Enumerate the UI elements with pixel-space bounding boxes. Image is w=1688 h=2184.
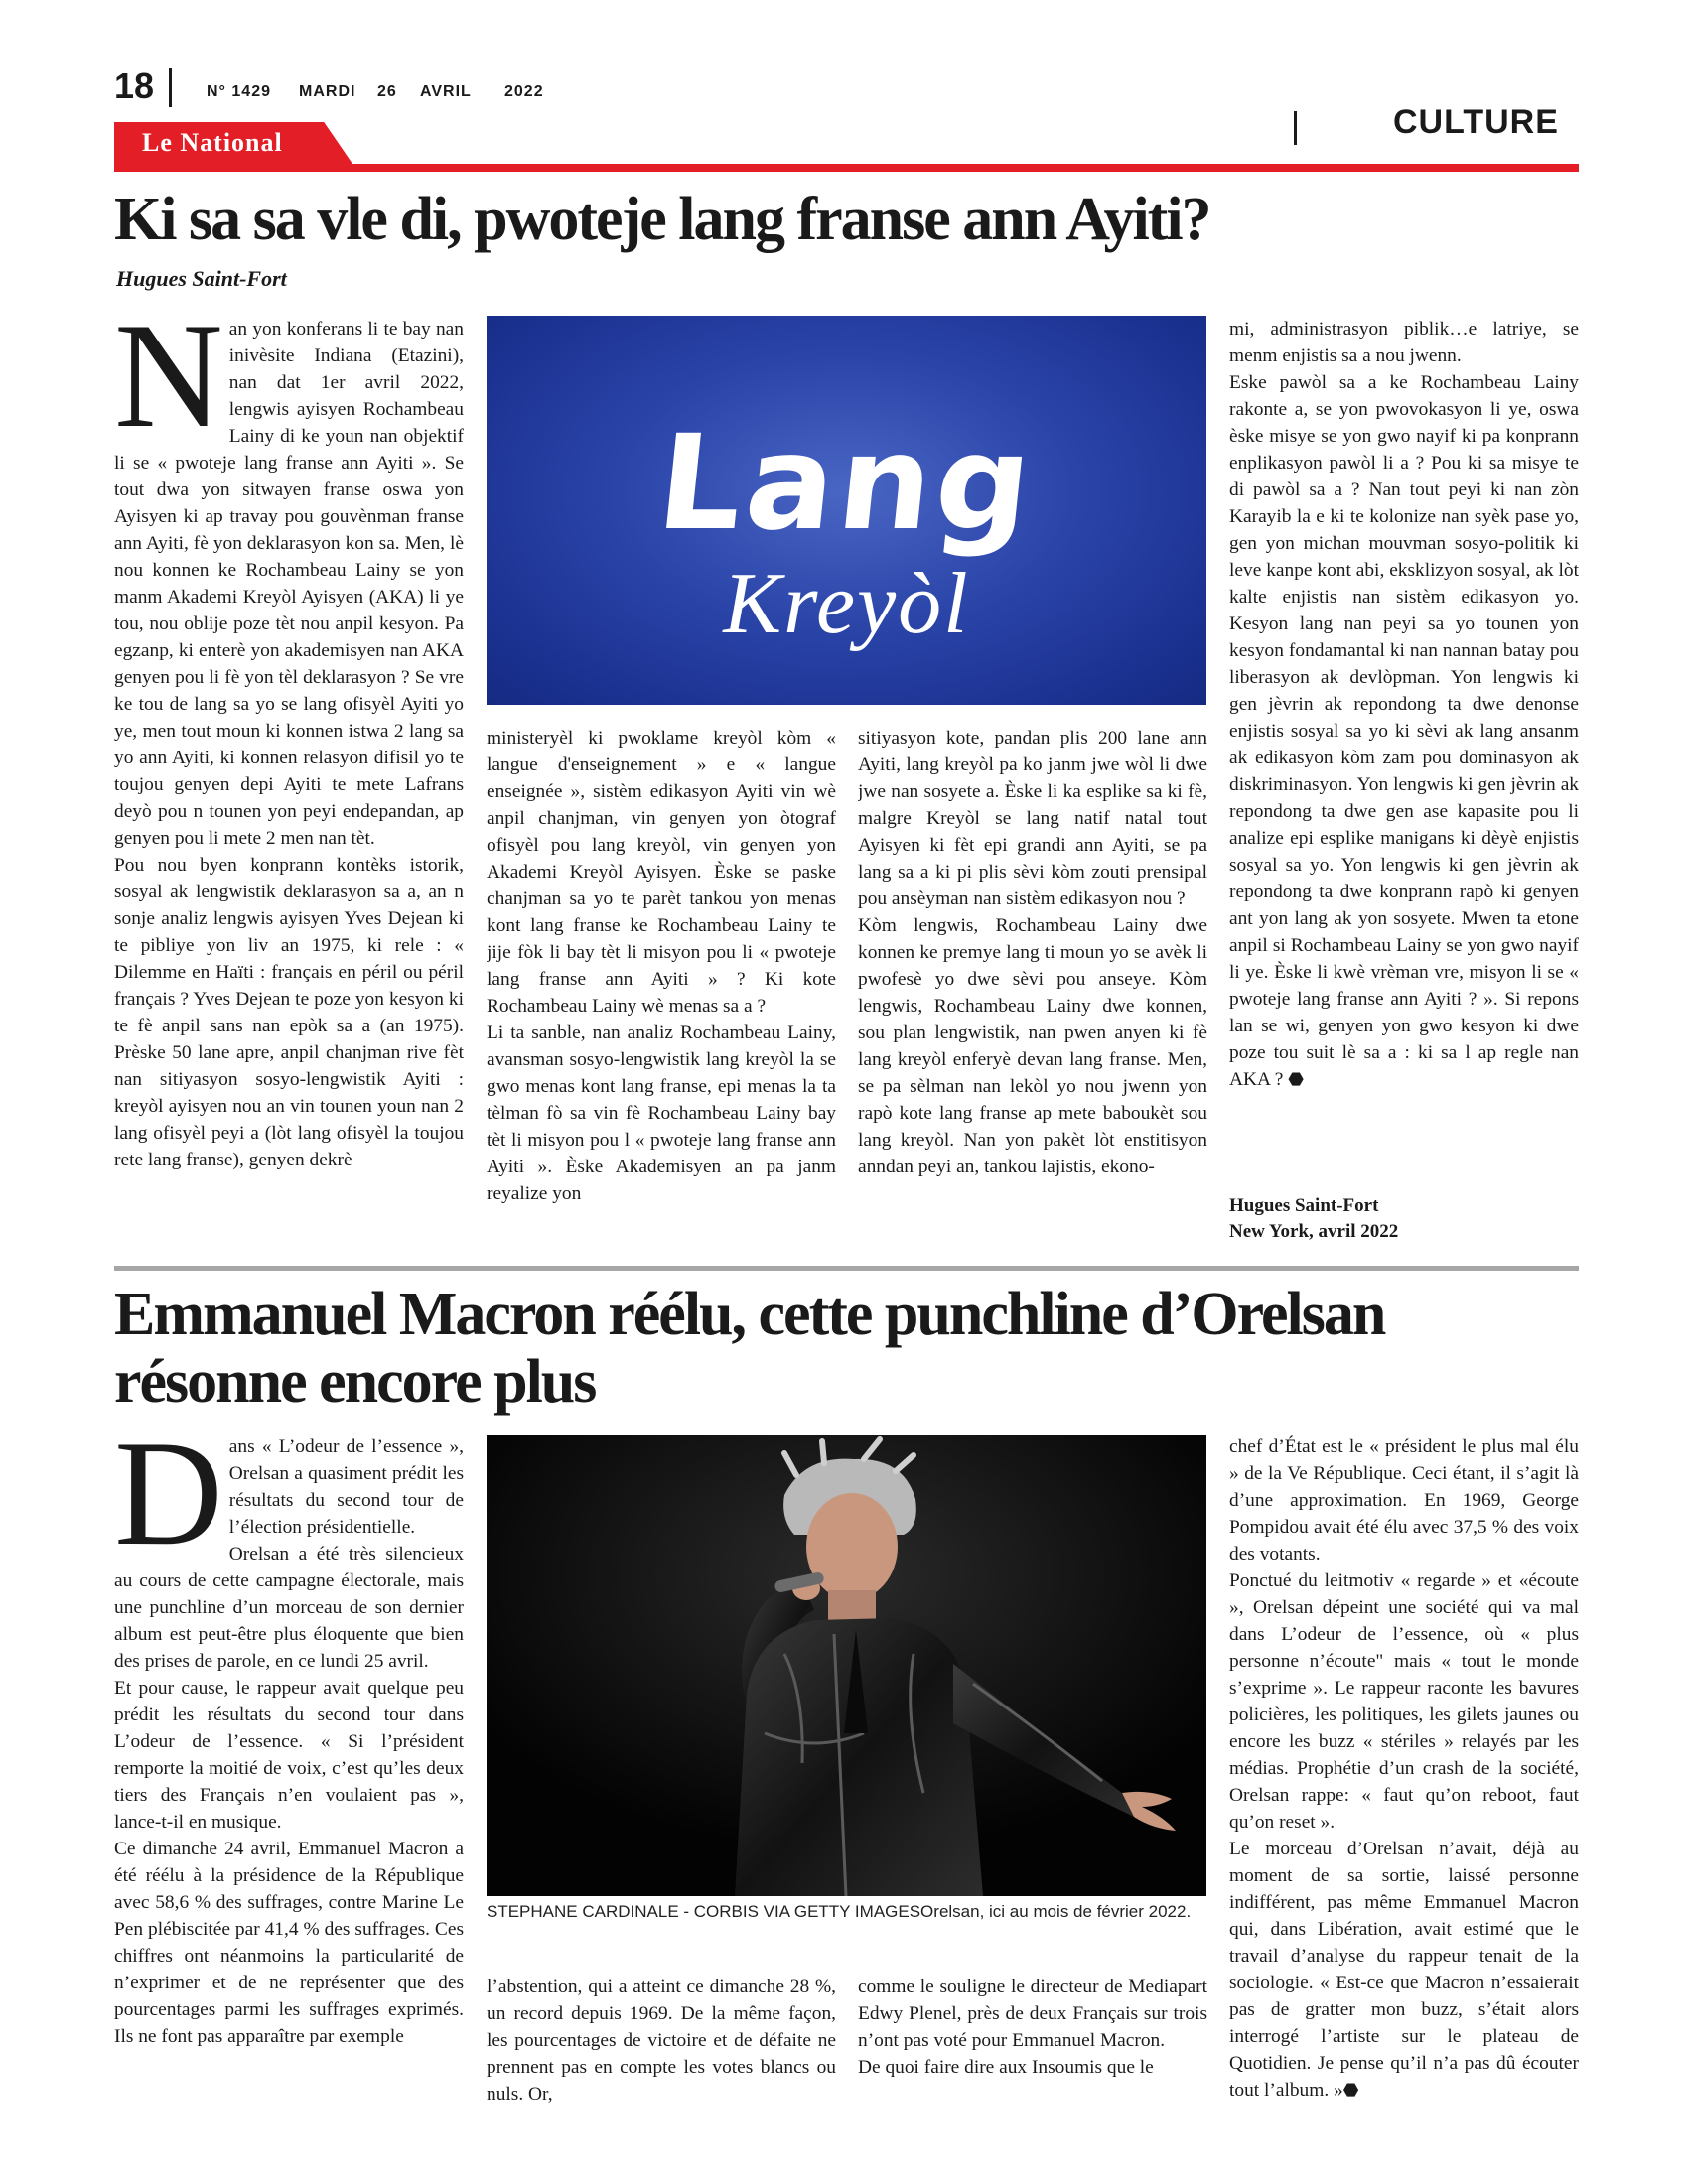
page-number: 18 [114, 66, 155, 106]
paragraph: ans « L’odeur de l’essence », Orelsan a quasiment prédit les résultats du second tour de l’élection présidentielle. [228, 1436, 464, 1538]
paragraph: ministeryèl ki pwoklame kreyòl kòm « langue d'enseignement » e « langue enseignée », sistèm edikasyon Ayiti vin wè anpil chanjman, vin genyen yon òtograf ofisyèl pou lang kreyòl, vin genyen yon Akademi Kreyòl Ayisyen. Èske se paske chanjman sa yo te parèt tankou yon menas kont lang franse ke Rochambeau Lainy te jije fòk li bay tèt li misyon pou li « pwoteje lang franse ann Ayiti » ? Ki kote Rochambeau Lainy wè menas sa a ? [487, 728, 836, 1017]
article-1-headline: Ki sa sa vle di, pwoteje lang franse ann Ayiti? [114, 186, 1210, 253]
paragraph [1229, 369, 1579, 1093]
issue-month: AVRIL [420, 83, 472, 100]
paragraph-text: Eske pawòl sa a ke Rochambeau Lainy rakonte a, se yon pwovokasyon li ye, oswa èske misye se yon gwo nayif ki pa konprann enplikasyon pawòl li a ? Pou ki sa misye te di pawòl sa a ? Nan tout peyi ki nan zòn Karayib la e ki te kolonize nan syèk pase yo, gen yon michan mouvman sosyo-politik ki leve kanpe kont abi, eksklizyon sosyal, ak lòt kalte enjistis nan sistèm edikasyon yo. Kesyon lang nan peyi sa yo tounen yon kesyon fondamantal ki nan nannan batay pou liberasyon ak devlòpman. Yon lengwis ki gen jèvrin ak repondong ta dwe denonse enjistis sosyal sa yo ki sèvi ak lang ansanm ak edikasyon kòm zam pou dominasyon ak diskriminasyon. Yon lengwis ki gen jèvrin ak repondong ta dwe gen ase kapasite pou li analize epi esplike manigans ki dèyè enjistis sosyal sa yo. Yon lengwis ki gen jèvrin ak repondong ta dwe konprann rapò ki genyen ant yon lang ak yon sosyete. Mwen ta etone anpil si Rochambeau Lainy se yon gwo nayif li ye. Èske li kwè vrèman vre, misyon li se « pwoteje lang franse ann Ayiti ? ». Si repons lan se wi, genyen yon gwo kesyon ki dwe poze tou suit lè sa a : ki sa l ap regle nan AKA ? [1229, 372, 1579, 1090]
signature-name: Hugues Saint-Fort [1229, 1195, 1379, 1216]
paragraph: Kòm lengwis, Rochambeau Lainy dwe konnen ke premye lang ti moun yo se avèk li pwofesè yo dwe sèvi pou anseye. Kòm lengwis, Rochambeau Lainy dwe konnen, sou plan lengwistik, nan pwen anyen ki fè lang kreyòl enferyè devan lang franse. Men, se pa sèlman nan lekòl yo nou jwenn yon rapò kote lang franse ap mete baboukèt sou lang kreyòl. Nan yon pakèt lòt enstitisyon anndan peyi an, tankou lajistis, ekono- [858, 915, 1207, 1177]
article-1-column-4 [1229, 316, 1579, 1189]
paragraph: mi, administrasyon piblik…e latriye, se menm enjistis sa a nou jwenn. [1229, 319, 1579, 366]
end-mark-icon: ⬣ [1288, 1069, 1304, 1089]
issue-weekday: MARDI [299, 83, 356, 100]
article-1-column-3 [858, 725, 1207, 1241]
issue-number: N° 1429 [207, 83, 271, 100]
article-2-column-4 [1229, 1433, 1579, 2112]
image-title: Lang [650, 407, 1043, 560]
page-number-divider [169, 68, 172, 107]
image-subtitle: Kreyòl [723, 556, 970, 652]
paragraph: Li ta sanble, nan analiz Rochambeau Lainy, avansman sosyo-lengwistik lang kreyòl la se gwo menas kont lang franse, epi menas la ta tèlman fò sa vin fè Rochambeau Lainy bay tèt li misyon pou l « pwoteje lang franse ann Ayiti ». Èske Akademisyen an pa janm reyalize yon [487, 1023, 836, 1204]
paragraph: l’abstention, qui a atteint ce dimanche 28 %, un record depuis 1969. De la même façon, les pourcentages de victoire et de défaite ne prennent pas en compte les votes blancs ou nuls. Or, [487, 1977, 836, 2105]
drop-cap: D [114, 1433, 223, 1576]
article-2-column-3 [858, 1974, 1207, 2113]
article-2-column-2 [487, 1974, 836, 2113]
issue-day: 26 [377, 83, 397, 100]
article-1-byline: Hugues Saint-Fort [116, 266, 287, 291]
section-divider [1294, 111, 1297, 145]
paragraph: comme le souligne le directeur de Mediapart Edwy Plenel, près de deux Français sur trois n’ont pas voté pour Emmanuel Macron. [858, 1977, 1207, 2051]
issue-year: 2022 [504, 83, 544, 100]
article-1-column-2 [487, 725, 836, 1241]
orelsan-photo [487, 1435, 1206, 1896]
lang-kreyol-image [487, 316, 1206, 705]
drop-cap: N [114, 316, 223, 459]
paragraph: Orelsan a été très silencieux au cours de cette campagne électorale, mais une punchline d’un morceau de son dernier album est peut-être plus éloquente que bien des prises de parole, en ce lundi 25 avril. [114, 1544, 464, 1672]
paragraph: an yon konferans li te bay nan inivèsite Indiana (Etazini), nan dat 1er avril 2022, lengwis ayisyen Rochambeau Lainy di ke youn nan objektif li se « pwoteje lang franse ann Ayiti ». Se tout dwa yon sitwayen franse oswa yon Ayisyen ki ap travay pou gouvènman franse ann Ayiti, fè yon deklarasyon kon sa. Men, lè nou konnen ke Rochambeau Lainy se yon manm Akademi Kreyòl Ayisyen (AKA) li ye tou, nou oblije poze tèt nou anpil kesyon. Pa egzanp, ki enterè yon akademisyen nan AKA genyen pou li fè yon tèl deklarasyon ? Se vre ke tou de lang sa yo se lang ofisyèl Ayiti yo ye, men tout moun ki konnen istwa 2 lang sa yo ann Ayiti, ki konnen relasyon difisil yo te toujou genyen depi Ayiti te mete Lafrans deyò pou n tounen yon peyi endepandan, ap genyen pou li mete 2 men nan tèt. [114, 319, 464, 849]
signature-place: New York, avril 2022 [1229, 1221, 1399, 1242]
performer-illustration [487, 1435, 1206, 1896]
header-rule [114, 164, 1579, 172]
paragraph: sitiyasyon kote, pandan plis 200 lane ann Ayiti, lang kreyòl pa ko janm jwe wòl li dwe jwe nan sosyete a. Èske li ka esplike sa ki fè, malgre Kreyòl se lang natif natal tout Ayisyen ki fèt epi grandi ann Ayiti, se pa lang sa a ki pi plis sèvi kòm zouti prensipal pou ansèyman nan sistèm edikasyon nou ? [858, 728, 1207, 909]
article-1-column-1 [114, 316, 464, 1241]
photo-caption: STEPHANE CARDINALE - CORBIS VIA GETTY IMAGESOrelsan, ici au mois de février 2022. [487, 1902, 1192, 1921]
masthead-label: Le National [142, 128, 283, 157]
article-1-signature [1229, 1193, 1398, 1245]
paragraph: Et pour cause, le rappeur avait quelque peu prédit les résultats du second tour dans L’odeur de l’essence. « Si l’président remporte la moitié de voix, c’est qu’les deux tiers des Français n’en voulaient pas », lance-t-il en musique. [114, 1678, 464, 1833]
paragraph: De quoi faire dire aux Insoumis que le [858, 2057, 1154, 2078]
paragraph [1229, 1836, 1579, 2104]
paragraph-text: Le morceau d’Orelsan n’avait, déjà au moment de sa sortie, laissé personne indifférent, pas même Emmanuel Macron qui, dans Libération, avait estimé que le travail d’analyse du rappeur tenait de la sociologie. « Est-ce que Macron n’essaierait pas de gratter mon buzz, s’était alors interrogé l’artiste sur le plateau de Quotidien. Je pense qu’il n’a pas dû écouter tout l’album. » [1229, 1839, 1579, 2101]
article-2-headline: Emmanuel Macron réélu, cette punchline d’Orelsan résonne encore plus [114, 1281, 1385, 1416]
article-divider [114, 1266, 1579, 1271]
paragraph: Ponctué du leitmotiv « regarde » et «écoute », Orelsan dépeint une société qui va mal dans L’odeur de l’essence, où « plus personne n’écoute" mais « tout le monde s’exprime ». Le rappeur raconte les bavures policières, les politiques, les gilets jaunes ou encore les buzz « stériles » relayés par les médias. Prophétie d’un crash de la société, Orelsan rappe: « faut qu’on reboot, faut qu’on reset ». [1229, 1570, 1579, 1833]
paragraph: chef d’État est le « président le plus mal élu » de la Ve République. Ceci étant, il s’agit là d’une approximation. En 1969, George Pompidou avait été élu avec 37,5 % des voix des votants. [1229, 1436, 1579, 1565]
section-label: CULTURE [1393, 103, 1559, 141]
paragraph: Pou nou byen konprann kontèks istorik, sosyal ak lengwistik deklarasyon sa a, an n sonje analiz lengwis ayisyen Yves Dejean ki te pibliye yon liv an 1975, ki rele : « Dilemme en Haïti : français en péril ou péril français ? Yves Dejean te poze yon kesyon ki te fè anpil sans nan epòk sa a (an 1975). Prèske 50 lane apre, anpil chanjman rive fèt nan sitiyasyon sosyo-lengwistik Ayiti : kreyòl ayisyen nou an vin tounen youn nan 2 lang ofisyèl peyi a (lòt lang ofisyèl la toujou rete lang franse), genyen dekrè [114, 855, 464, 1170]
end-mark-icon: ⬣ [1342, 2080, 1359, 2100]
paragraph: Ce dimanche 24 avril, Emmanuel Macron a été réélu à la présidence de la République avec 58,6 % des suffrages, contre Marine Le Pen plébiscitée par 41,4 % des suffrages. Ces chiffres ont néanmoins la particularité de n’exprimer et de ne représenter que des pourcentages parmi les suffrages exprimés. Ils ne font pas apparaître par exemple [114, 1839, 464, 2047]
article-2-column-1 [114, 1433, 464, 2112]
